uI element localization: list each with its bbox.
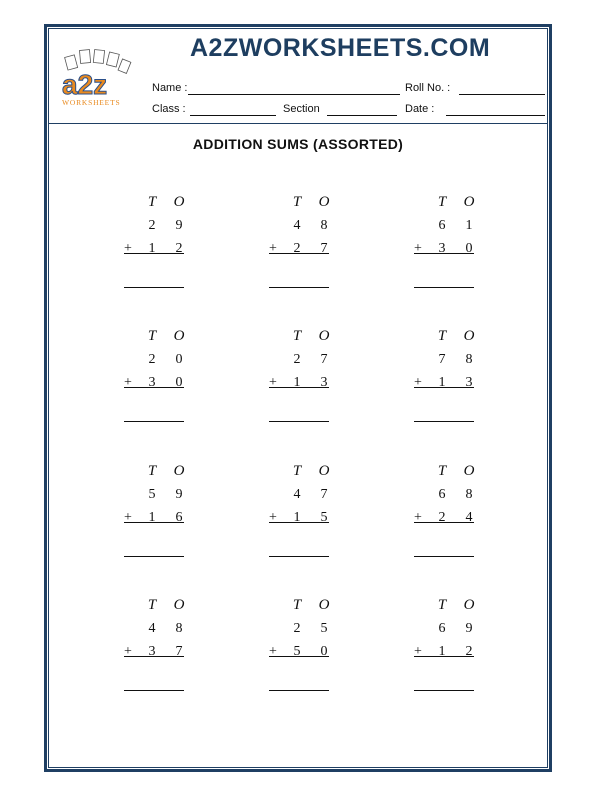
bottom-ones-digit: 3 <box>465 375 473 390</box>
top-tens-digit: 2 <box>148 218 156 233</box>
ones-header: O <box>463 328 475 344</box>
answer-blank[interactable] <box>269 287 329 288</box>
tens-header: T <box>147 597 157 613</box>
answer-blank[interactable] <box>124 421 184 422</box>
tens-header: T <box>437 463 447 479</box>
bottom-tens-digit: 3 <box>148 375 156 390</box>
top-tens-digit: 4 <box>293 487 301 502</box>
tens-header: T <box>292 328 302 344</box>
bottom-ones-digit: 0 <box>465 241 473 256</box>
bottom-ones-digit: 7 <box>175 644 183 659</box>
answer-blank[interactable] <box>269 421 329 422</box>
top-tens-digit: 6 <box>438 218 446 233</box>
addition-problem <box>124 194 194 304</box>
sum-rule <box>414 522 474 523</box>
sum-rule <box>124 522 184 523</box>
top-ones-digit: 8 <box>465 487 473 502</box>
addition-problem <box>269 463 339 573</box>
site-title: A2ZWORKSHEETS.COM <box>190 34 491 62</box>
top-tens-digit: 6 <box>438 621 446 636</box>
sum-rule <box>269 253 329 254</box>
top-tens-digit: 7 <box>438 352 446 367</box>
bottom-ones-digit: 2 <box>465 644 473 659</box>
top-ones-digit: 0 <box>175 352 183 367</box>
bottom-tens-digit: 2 <box>438 510 446 525</box>
date-blank[interactable] <box>446 115 545 116</box>
answer-blank[interactable] <box>414 421 474 422</box>
plus-sign: + <box>269 375 277 390</box>
bottom-tens-digit: 5 <box>293 644 301 659</box>
ones-header: O <box>463 597 475 613</box>
bottom-ones-digit: 3 <box>320 375 328 390</box>
top-ones-digit: 8 <box>465 352 473 367</box>
ones-header: O <box>173 597 185 613</box>
bottom-ones-digit: 4 <box>465 510 473 525</box>
tens-header: T <box>437 328 447 344</box>
section-blank[interactable] <box>327 115 397 116</box>
addition-problem <box>124 463 194 573</box>
answer-blank[interactable] <box>414 690 474 691</box>
answer-blank[interactable] <box>124 287 184 288</box>
ones-header: O <box>318 194 330 210</box>
top-ones-digit: 8 <box>175 621 183 636</box>
answer-blank[interactable] <box>269 556 329 557</box>
ones-header: O <box>463 463 475 479</box>
ones-header: O <box>173 194 185 210</box>
roll-label: Roll No. : <box>405 82 451 94</box>
sum-rule <box>124 387 184 388</box>
bottom-tens-digit: 2 <box>293 241 301 256</box>
top-tens-digit: 5 <box>148 487 156 502</box>
plus-sign: + <box>124 241 132 256</box>
ones-header: O <box>173 463 185 479</box>
sum-rule <box>269 522 329 523</box>
ones-header: O <box>318 597 330 613</box>
plus-sign: + <box>269 241 277 256</box>
plus-sign: + <box>414 644 422 659</box>
bottom-tens-digit: 1 <box>293 375 301 390</box>
top-ones-digit: 8 <box>320 218 328 233</box>
addition-problem <box>414 328 484 438</box>
tens-header: T <box>292 463 302 479</box>
bottom-tens-digit: 1 <box>293 510 301 525</box>
bottom-ones-digit: 0 <box>320 644 328 659</box>
tens-header: T <box>437 194 447 210</box>
plus-sign: + <box>124 510 132 525</box>
ones-header: O <box>318 463 330 479</box>
sum-rule <box>124 253 184 254</box>
plus-sign: + <box>269 510 277 525</box>
tens-header: T <box>292 194 302 210</box>
sum-rule <box>414 656 474 657</box>
tens-header: T <box>147 328 157 344</box>
class-blank[interactable] <box>190 115 276 116</box>
tens-header: T <box>147 194 157 210</box>
ones-header: O <box>318 328 330 344</box>
addition-problem <box>124 597 194 707</box>
plus-sign: + <box>414 510 422 525</box>
bottom-tens-digit: 1 <box>148 510 156 525</box>
tens-header: T <box>292 597 302 613</box>
plus-sign: + <box>124 644 132 659</box>
addition-problem <box>269 194 339 304</box>
top-ones-digit: 1 <box>465 218 473 233</box>
class-label: Class : <box>152 103 186 115</box>
bottom-ones-digit: 2 <box>175 241 183 256</box>
ones-header: O <box>463 194 475 210</box>
top-tens-digit: 4 <box>148 621 156 636</box>
bottom-tens-digit: 3 <box>438 241 446 256</box>
addition-problem <box>269 328 339 438</box>
answer-blank[interactable] <box>124 690 184 691</box>
name-label: Name : <box>152 82 188 94</box>
addition-problem <box>414 463 484 573</box>
section-label: Section <box>283 103 320 115</box>
ones-header: O <box>173 328 185 344</box>
sum-rule <box>269 387 329 388</box>
plus-sign: + <box>414 241 422 256</box>
plus-sign: + <box>269 644 277 659</box>
top-tens-digit: 6 <box>438 487 446 502</box>
addition-problem <box>414 194 484 304</box>
addition-problem <box>414 597 484 707</box>
tens-header: T <box>147 463 157 479</box>
svg-text:a2z: a2z <box>62 69 108 100</box>
top-tens-digit: 2 <box>148 352 156 367</box>
bottom-ones-digit: 0 <box>175 375 183 390</box>
name-blank[interactable] <box>188 94 400 95</box>
top-tens-digit: 2 <box>293 621 301 636</box>
bottom-tens-digit: 1 <box>438 644 446 659</box>
plus-sign: + <box>124 375 132 390</box>
answer-blank[interactable] <box>414 556 474 557</box>
bottom-ones-digit: 5 <box>320 510 328 525</box>
bottom-ones-digit: 6 <box>175 510 183 525</box>
addition-problem <box>124 328 194 438</box>
plus-sign: + <box>414 375 422 390</box>
answer-blank[interactable] <box>124 556 184 557</box>
top-ones-digit: 9 <box>465 621 473 636</box>
sum-rule <box>269 656 329 657</box>
sum-rule <box>124 656 184 657</box>
top-ones-digit: 7 <box>320 487 328 502</box>
tens-header: T <box>437 597 447 613</box>
date-label: Date : <box>405 103 435 115</box>
svg-text:WORKSHEETS: WORKSHEETS <box>62 98 121 107</box>
a2z-logo <box>58 48 138 108</box>
sum-rule <box>414 387 474 388</box>
bottom-tens-digit: 3 <box>148 644 156 659</box>
top-ones-digit: 9 <box>175 487 183 502</box>
top-ones-digit: 9 <box>175 218 183 233</box>
addition-problem <box>269 597 339 707</box>
header-divider <box>48 123 548 124</box>
bottom-tens-digit: 1 <box>438 375 446 390</box>
answer-blank[interactable] <box>414 287 474 288</box>
bottom-tens-digit: 1 <box>148 241 156 256</box>
roll-blank[interactable] <box>459 94 545 95</box>
top-tens-digit: 2 <box>293 352 301 367</box>
sum-rule <box>414 253 474 254</box>
answer-blank[interactable] <box>269 690 329 691</box>
top-ones-digit: 5 <box>320 621 328 636</box>
top-ones-digit: 7 <box>320 352 328 367</box>
worksheet-heading: ADDITION SUMS (ASSORTED) <box>192 136 404 152</box>
top-tens-digit: 4 <box>293 218 301 233</box>
bottom-ones-digit: 7 <box>320 241 328 256</box>
